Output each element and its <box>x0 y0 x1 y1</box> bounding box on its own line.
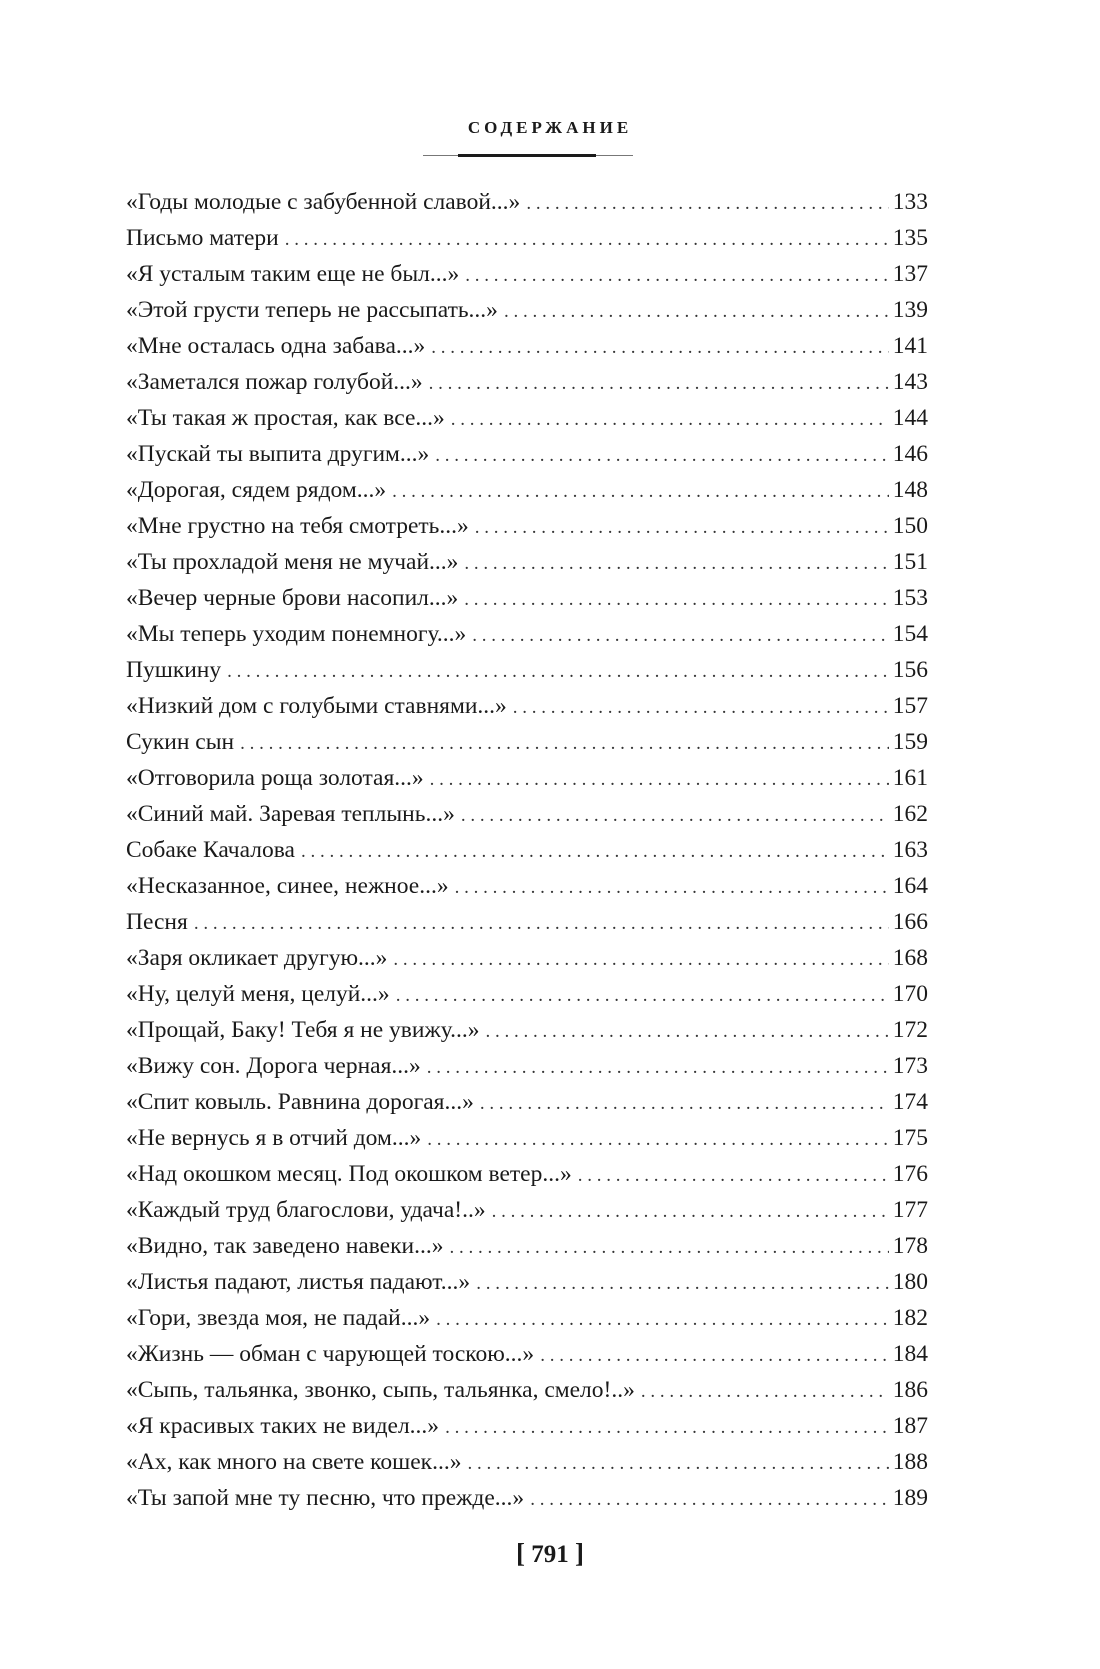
toc-entry-title: «Видно, так заведено навеки...» <box>126 1233 444 1259</box>
toc-entry <box>126 508 928 544</box>
toc-entry-page: 161 <box>892 765 928 791</box>
toc-entry-page: 187 <box>892 1413 928 1439</box>
toc-entry-title: «Сыпь, тальянка, звонко, сыпь, тальянка, смело!..» <box>126 1377 635 1403</box>
toc-entry-page: 163 <box>892 837 928 863</box>
toc-entry <box>126 1156 928 1192</box>
toc-entry <box>126 904 928 940</box>
toc-entry-page: 146 <box>892 441 928 467</box>
toc-entry-title: Письмо матери <box>126 225 279 251</box>
toc-entry-page: 186 <box>892 1377 928 1403</box>
toc-entry <box>126 364 928 400</box>
toc-entry-title: «Дорогая, сядем рядом...» <box>126 477 387 503</box>
folio-bracket-right: ] <box>575 1538 584 1568</box>
toc-dot-leader <box>194 906 889 942</box>
toc-entry <box>126 1084 928 1120</box>
toc-entry <box>126 1120 928 1156</box>
toc-entry-page: 148 <box>892 477 928 503</box>
toc-dot-leader <box>641 1374 889 1410</box>
toc-entry-page: 139 <box>892 297 928 323</box>
toc-dot-leader <box>455 870 889 906</box>
toc-entry-page: 176 <box>892 1161 928 1187</box>
toc-dot-leader <box>464 582 888 618</box>
toc-entry <box>126 616 928 652</box>
toc-entry-title: «Ты запой мне ту песню, что прежде...» <box>126 1485 525 1511</box>
toc-entry <box>126 580 928 616</box>
toc-entry <box>126 1192 928 1228</box>
toc-entry <box>126 472 928 508</box>
toc-entry-title: «Мне осталась одна забава...» <box>126 333 426 359</box>
toc-entry-page: 174 <box>892 1089 928 1115</box>
toc-entry <box>126 184 928 220</box>
toc-dot-leader <box>472 618 888 654</box>
toc-dot-leader <box>301 834 889 870</box>
toc-entry-title: «Низкий дом с голубыми ставнями...» <box>126 693 507 719</box>
toc-entry-title: «Ты такая ж простая, как все...» <box>126 405 445 431</box>
toc-entry-title: «Гори, звезда моя, не падай...» <box>126 1305 431 1331</box>
toc-dot-leader <box>480 1086 889 1122</box>
toc-entry-page: 150 <box>892 513 928 539</box>
toc-dot-leader <box>464 546 888 582</box>
toc-entry <box>126 724 928 760</box>
toc-entry-title: «Синий май. Заревая теплынь...» <box>126 801 455 827</box>
toc-entry-page: 189 <box>892 1485 928 1511</box>
toc-entry-page: 175 <box>892 1125 928 1151</box>
toc-entry-page: 166 <box>892 909 928 935</box>
toc-entry-page: 143 <box>892 369 928 395</box>
toc-entry-title: «Ну, целуй меня, целуй...» <box>126 981 390 1007</box>
toc-dot-leader <box>227 654 889 690</box>
toc-entry <box>126 1228 928 1264</box>
toc-entry-page: 157 <box>892 693 928 719</box>
toc-entry-title: «Отговорила роща золотая...» <box>126 765 424 791</box>
toc-entry-page: 144 <box>892 405 928 431</box>
toc-entry-title: «Мне грустно на тебя смотреть...» <box>126 513 469 539</box>
toc-entry <box>126 256 928 292</box>
toc-entry-title: Пушкину <box>126 657 222 683</box>
toc-entry <box>126 688 928 724</box>
toc-dot-leader <box>449 1230 888 1266</box>
toc-dot-leader <box>578 1158 889 1194</box>
toc-dot-leader <box>461 798 889 834</box>
running-head-title: СОДЕРЖАНИЕ <box>467 118 633 137</box>
toc-entry <box>126 796 928 832</box>
toc-entry <box>126 220 928 256</box>
toc-dot-leader <box>427 1122 889 1158</box>
toc-entry-page: 180 <box>892 1269 928 1295</box>
toc-entry-title: «Каждый труд благослови, удача!..» <box>126 1197 486 1223</box>
toc-dot-leader <box>492 1194 889 1230</box>
toc-entry <box>126 1372 928 1408</box>
page-folio <box>0 1538 1100 1569</box>
toc-entry-title: «Прощай, Баку! Тебя я не увижу...» <box>126 1017 480 1043</box>
toc-entry <box>126 976 928 1012</box>
toc-entry <box>126 1444 928 1480</box>
toc-dot-leader <box>435 438 888 474</box>
toc-entry <box>126 1264 928 1300</box>
toc-entry <box>126 1480 928 1516</box>
toc-entry <box>126 400 928 436</box>
toc-dot-leader <box>451 402 889 438</box>
toc-entry <box>126 544 928 580</box>
toc-entry-title: «Несказанное, синее, нежное...» <box>126 873 449 899</box>
toc-entry-title: «Листья падают, листья падают...» <box>126 1269 471 1295</box>
toc-entry-title: «Не вернусь я в отчий дом...» <box>126 1125 422 1151</box>
toc-entry-title: «Над окошком месяц. Под окошком ветер...» <box>126 1161 572 1187</box>
toc-entry-page: 162 <box>892 801 928 827</box>
toc-dot-leader <box>429 366 889 402</box>
toc-entry-title: «Заря окликает другую...» <box>126 945 388 971</box>
toc-entry <box>126 328 928 364</box>
toc-entry <box>126 436 928 472</box>
toc-dot-leader <box>476 1266 889 1302</box>
toc-entry <box>126 868 928 904</box>
toc-entry-title: «Ты прохладой меня не мучай...» <box>126 549 459 575</box>
toc-entry-title: «Ах, как много на свете кошек...» <box>126 1449 462 1475</box>
toc-entry-page: 156 <box>892 657 928 683</box>
toc-dot-leader <box>427 1050 889 1086</box>
toc-dot-leader <box>240 726 889 762</box>
toc-entry-page: 188 <box>892 1449 928 1475</box>
toc-entry-page: 141 <box>892 333 928 359</box>
toc-entry-title: Сукин сын <box>126 729 235 755</box>
toc-entry-page: 177 <box>892 1197 928 1223</box>
toc-entry <box>126 1408 928 1444</box>
toc-dot-leader <box>285 222 889 258</box>
toc-entry <box>126 1336 928 1372</box>
toc-dot-leader <box>430 762 889 798</box>
toc-entry-page: 172 <box>892 1017 928 1043</box>
toc-entry-page: 178 <box>892 1233 928 1259</box>
toc-entry-title: «Я усталым таким еще не был...» <box>126 261 460 287</box>
toc-entry-title: «Жизнь — обман с чарующей тоскою...» <box>126 1341 535 1367</box>
toc-entry <box>126 832 928 868</box>
toc-entry <box>126 1048 928 1084</box>
toc-dot-leader <box>530 1482 889 1518</box>
toc-dot-leader <box>475 510 889 546</box>
toc-dot-leader <box>465 258 889 294</box>
toc-entry-page: 137 <box>892 261 928 287</box>
toc-entry-title: «Вижу сон. Дорога черная...» <box>126 1053 421 1079</box>
toc-dot-leader <box>393 942 888 978</box>
toc-dot-leader <box>526 186 888 222</box>
toc-dot-leader <box>540 1338 889 1374</box>
toc-entry <box>126 292 928 328</box>
toc-entry-title: Песня <box>126 909 188 935</box>
header-rule-bold <box>458 154 596 157</box>
toc-entry-page: 170 <box>892 981 928 1007</box>
toc-dot-leader <box>504 294 889 330</box>
toc-entry-title: «Я красивых таких не видел...» <box>126 1413 440 1439</box>
toc-entry <box>126 1300 928 1336</box>
toc-entry-title: «Годы молодые с забубенной славой...» <box>126 189 521 215</box>
toc-entry-page: 135 <box>892 225 928 251</box>
toc-dot-leader <box>396 978 889 1014</box>
toc-entry-page: 133 <box>892 189 928 215</box>
toc-entry <box>126 760 928 796</box>
toc-entry <box>126 940 928 976</box>
toc-entry-page: 159 <box>892 729 928 755</box>
folio-page-number: 791 <box>531 1541 569 1568</box>
toc-entry-title: «Мы теперь уходим понемногу...» <box>126 621 467 647</box>
toc-dot-leader <box>436 1302 889 1338</box>
toc-entry-page: 184 <box>892 1341 928 1367</box>
table-of-contents <box>126 184 928 1516</box>
toc-entry <box>126 652 928 688</box>
toc-entry <box>126 1012 928 1048</box>
toc-entry-page: 154 <box>892 621 928 647</box>
toc-dot-leader <box>445 1410 889 1446</box>
toc-dot-leader <box>513 690 889 726</box>
toc-entry-page: 151 <box>892 549 928 575</box>
toc-entry-title: «Пускай ты выпита другим...» <box>126 441 430 467</box>
toc-dot-leader <box>485 1014 888 1050</box>
toc-entry-page: 153 <box>892 585 928 611</box>
toc-entry-page: 182 <box>892 1305 928 1331</box>
toc-entry-title: «Заметался пожар голубой...» <box>126 369 423 395</box>
toc-entry-page: 164 <box>892 873 928 899</box>
toc-entry-page: 168 <box>892 945 928 971</box>
toc-dot-leader <box>431 330 888 366</box>
toc-entry-title: «Вечер черные брови насопил...» <box>126 585 459 611</box>
toc-dot-leader <box>392 474 889 510</box>
folio-bracket-left: [ <box>516 1538 525 1568</box>
toc-entry-page: 173 <box>892 1053 928 1079</box>
toc-entry-title: «Этой грусти теперь не рассыпать...» <box>126 297 498 323</box>
toc-entry-title: Собаке Качалова <box>126 837 295 863</box>
toc-entry-title: «Спит ковыль. Равнина дорогая...» <box>126 1089 474 1115</box>
toc-dot-leader <box>467 1446 888 1482</box>
